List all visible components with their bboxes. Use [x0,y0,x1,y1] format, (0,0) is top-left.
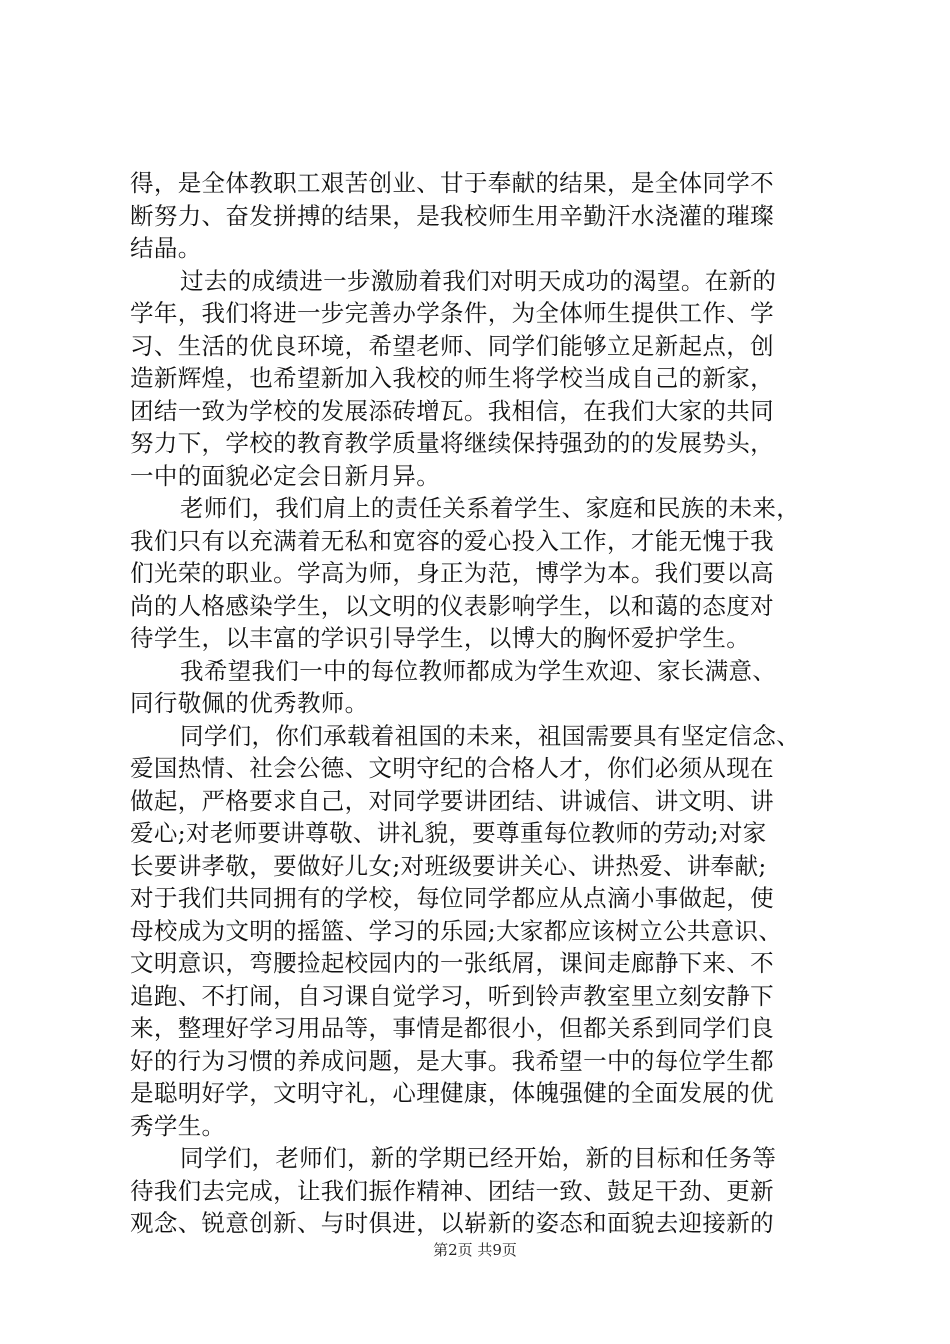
text-line: 同学们，老师们，新的学期已经开始，新的目标和任务等 [180,1144,777,1172]
text-line: 爱心;对老师要讲尊敬、讲礼貌，要尊重每位教师的劳动;对家 [130,819,767,847]
text-line: 待学生，以丰富的学识引导学生，以博大的胸怀爱护学生。 [130,624,751,652]
text-line: 同学们，你们承载着祖国的未来，祖国需要具有坚定信念、 [180,721,801,750]
paragraph [130,655,830,720]
paragraph [130,167,830,265]
paragraph [130,265,830,493]
text-line: 秀学生。 [130,1111,226,1140]
text-line: 对于我们共同拥有的学校，每位同学都应从点滴小事做起，使 [130,884,774,912]
text-line: 造新辉煌，也希望新加入我校的师生将学校当成自己的新家， [130,364,774,392]
paragraph [130,492,830,655]
text-line: 断努力、奋发拼搏的结果，是我校师生用辛勤汗水浇灌的璀璨 [130,201,774,230]
paragraph [130,720,830,1143]
text-line: 团结一致为学校的发展添砖增瓦。我相信，在我们大家的共同 [130,396,774,425]
text-line: 追跑、不打闹，自习课自觉学习，听到铃声教室里立刻安静下 [130,981,774,1010]
text-line: 待我们去完成，让我们振作精神、团结一致、鼓足干劲、更新 [130,1176,774,1205]
paragraph [130,1142,830,1240]
text-line: 过去的成绩进一步激励着我们对明天成功的渴望。在新的 [180,266,777,295]
text-line: 来，整理好学习用品等，事情是都很小，但都关系到同学们良 [130,1014,774,1042]
text-line: 是聪明好学，文明守礼，心理健康，体魄强健的全面发展的优 [130,1079,774,1107]
text-line: 得，是全体教职工艰苦创业、甘于奉献的结果，是全体同学不 [130,169,774,197]
text-line: 习、生活的优良环境，希望老师、同学们能够立足新起点，创 [130,331,774,360]
text-line: 长要讲孝敬，要做好儿女;对班级要讲关心、讲热爱、讲奉献; [130,851,767,880]
text-line: 我们只有以充满着无私和宽容的爱心投入工作，才能无愧于我 [130,526,774,555]
text-line: 同行敬佩的优秀教师。 [130,689,369,717]
text-line: 尚的人格感染学生，以文明的仪表影响学生，以和蔼的态度对 [130,591,774,620]
text-line: 学年，我们将进一步完善办学条件，为全体师生提供工作、学 [130,299,774,327]
text-line: 一中的面貌必定会日新月异。 [130,461,441,490]
body-text [130,167,830,1240]
text-line: 好的行为习惯的养成问题，是大事。我希望一中的每位学生都 [130,1046,774,1075]
text-line: 结晶。 [130,234,202,262]
page-footer: 第2页 共9页 [433,1241,517,1259]
text-line: 观念、锐意创新、与时俱进，以崭新的姿态和面貌去迎接新的 [130,1209,774,1237]
text-line: 母校成为文明的摇篮、学习的乐园;大家都应该树立公共意识、 [130,916,783,945]
text-line: 我希望我们一中的每位教师都成为学生欢迎、家长满意、 [180,656,777,685]
text-line: 们光荣的职业。学高为师，身正为范，博学为本。我们要以高 [130,559,774,587]
text-line: 爱国热情、社会公德、文明守纪的合格人才，你们必须从现在 [130,754,774,782]
text-line: 文明意识，弯腰捡起校园内的一张纸屑，课间走廊静下来、不 [130,949,774,977]
text-line: 做起，严格要求自己，对同学要讲团结、讲诚信、讲文明、讲 [130,786,774,815]
text-line: 老师们，我们肩上的责任关系着学生、家庭和民族的未来， [180,494,801,522]
text-line: 努力下，学校的教育教学质量将继续保持强劲的的发展势头， [130,429,774,457]
